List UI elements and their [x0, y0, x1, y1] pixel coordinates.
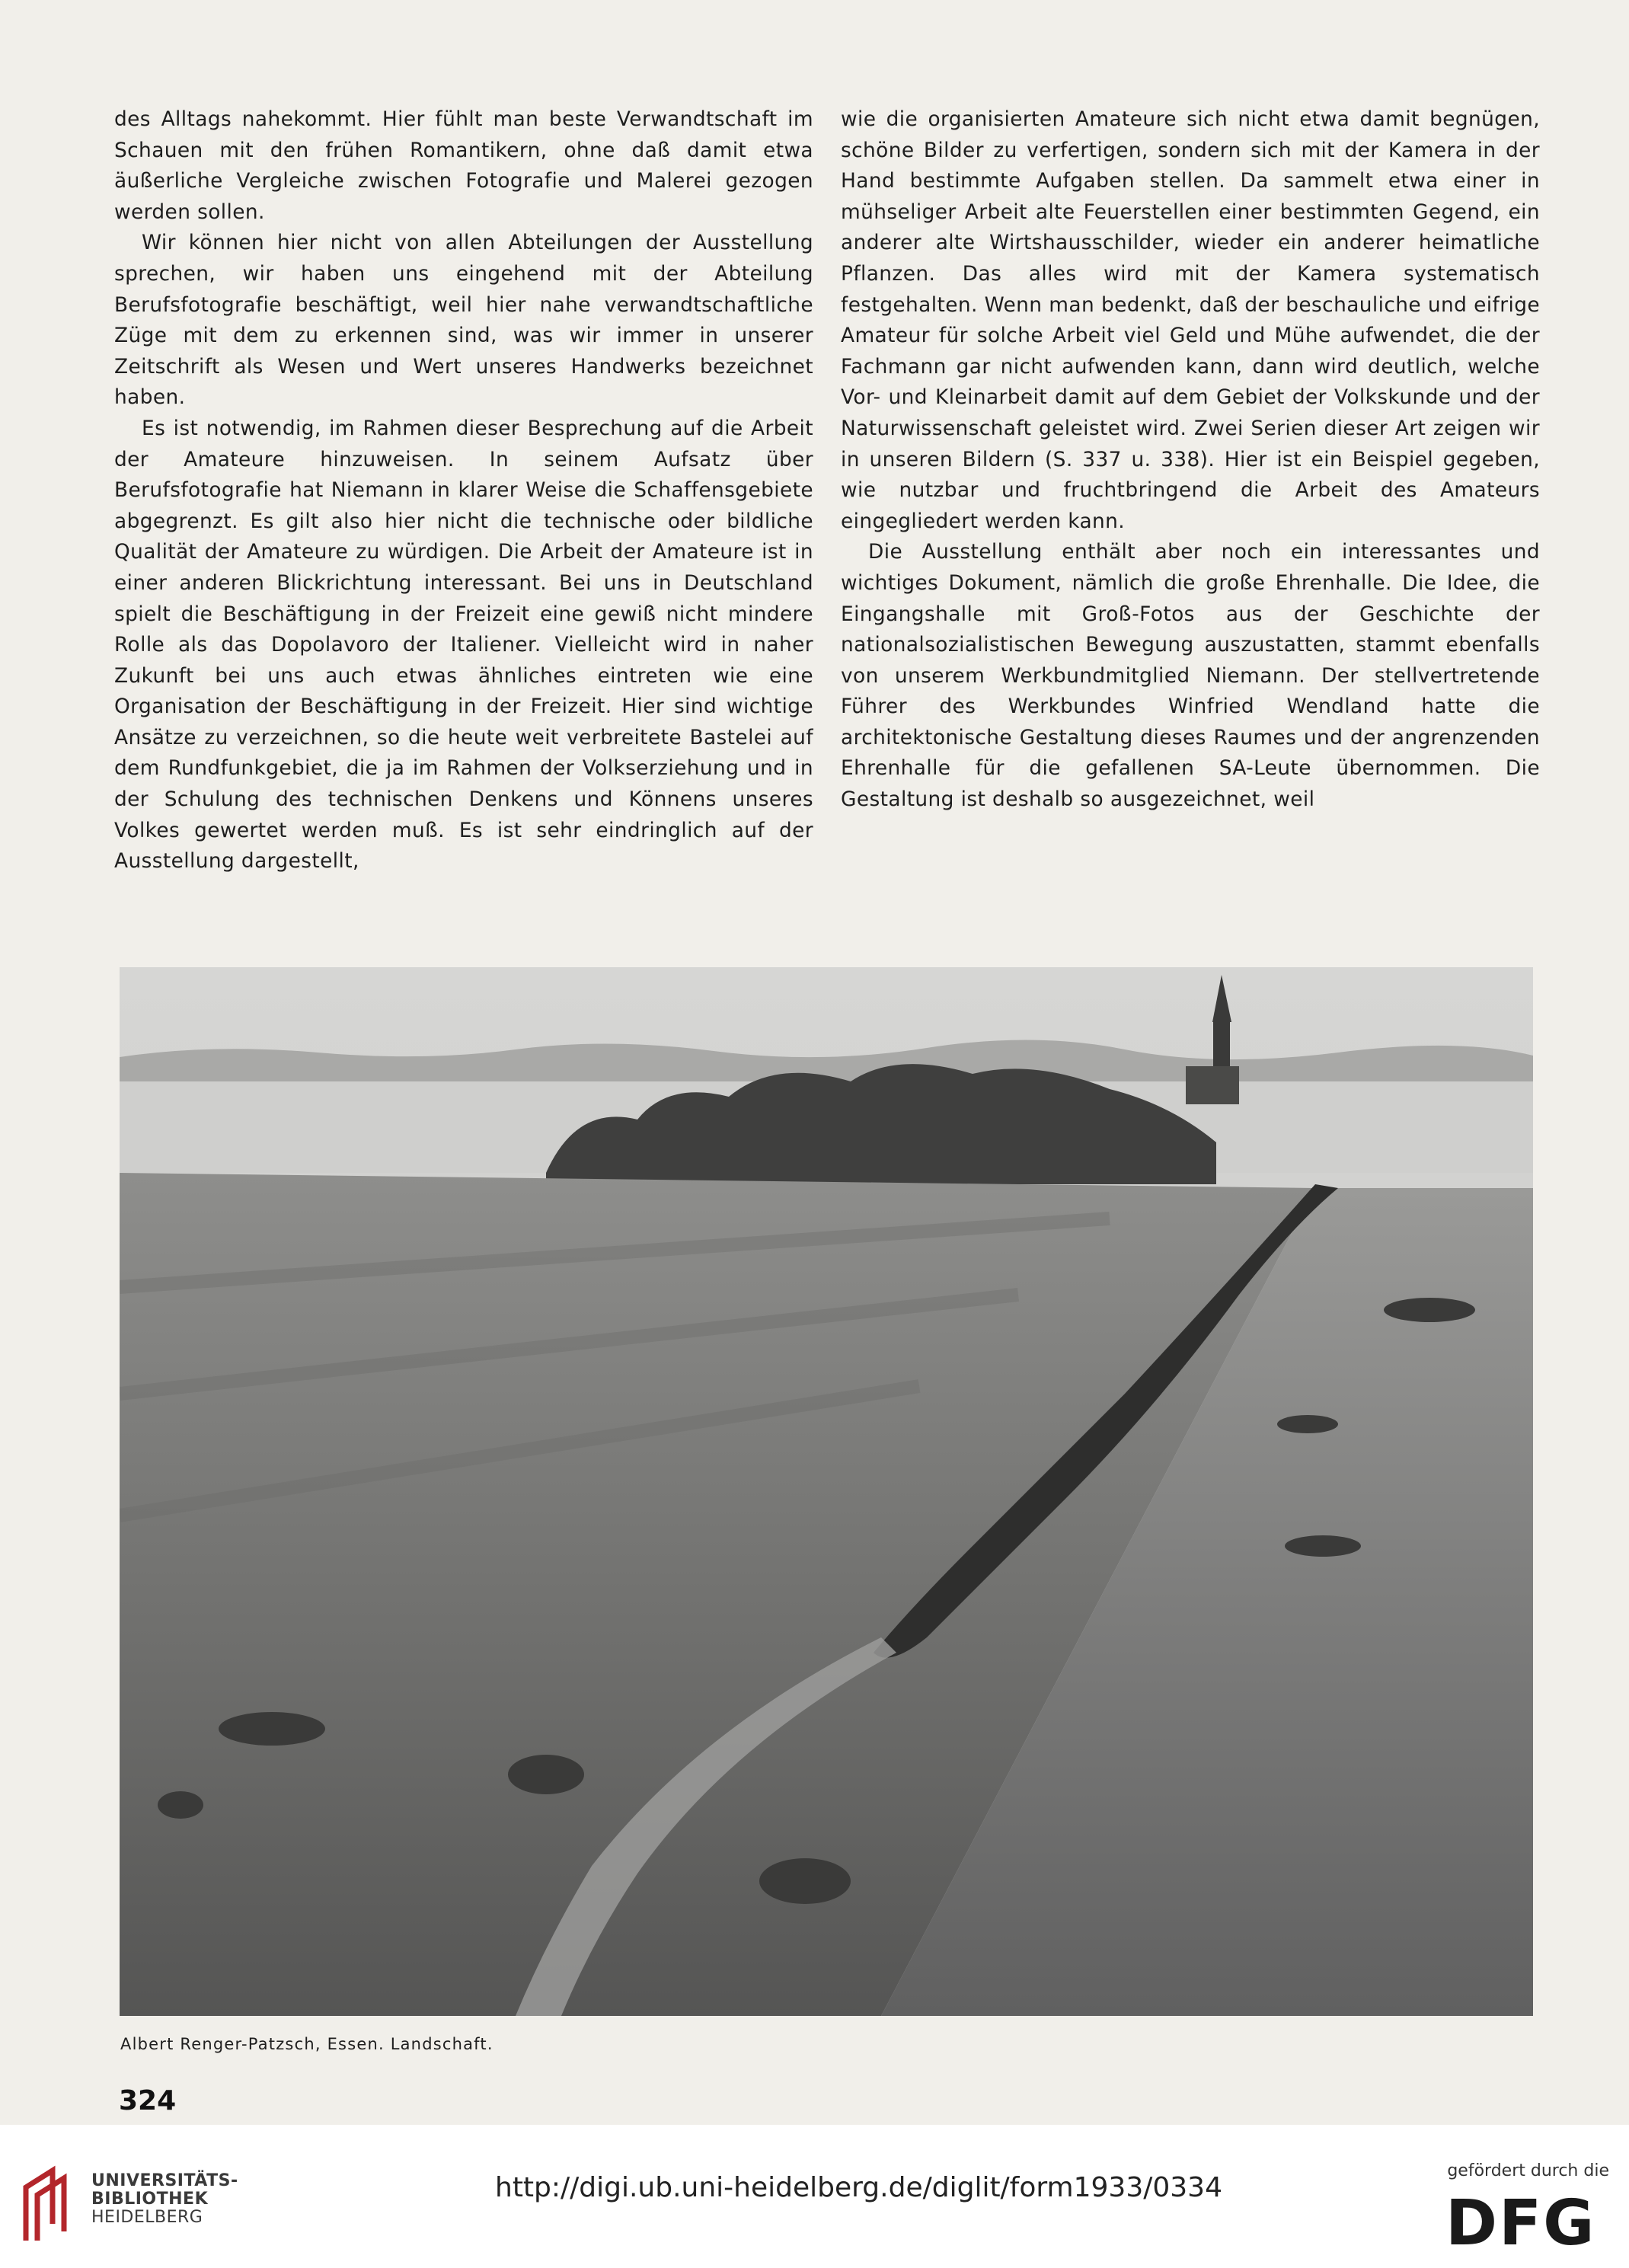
paragraph: Es ist notwendig, im Rahmen dieser Besprechung auf die Arbeit der Amateure hinzuweisen. In seinem Aufsatz über Berufsfotografie hat Niemann in klarer Weise die Schaffensgebiete abgegrenzt. Es gilt also hier nicht die technische oder bildliche Qualität der Amateure zu würdigen. Die Arbeit der Amateure ist in einer anderen Blickrichtung interessant. Bei uns in Deutschland spielt die Beschäftigung in der Freizeit eine gewiß nicht mindere Rolle als das Dopolavoro der Italiener. Vielleicht wird in naher Zukunft bei uns auch etwas ähnliches eintreten wie eine Organisation der Beschäftigung in der Freizeit. Hier sind wichtige Ansätze zu verzeichnen, so die heute weit verbreitete Bastelei auf dem Rundfunkgebiet, die ja im Rahmen der Volkserziehung und in der Schulung des technischen Denkens und Könnens unseres Volkes gewertet werden muß. Es ist sehr eindringlich auf der Ausstellung dargestellt,	[114, 416, 813, 874]
dfg-logo: DFG	[1445, 2187, 1596, 2260]
university-library-logo-icon	[18, 2164, 79, 2248]
text-column-left	[114, 104, 813, 877]
paragraph: Wir können hier nicht von allen Abteilungen der Ausstellung sprechen, wir haben uns eingehend mit der Abteilung Berufsfotografie beschäftigt, weil hier nahe verwandtschaftliche Züge mit dem zu erkennen sind, was wir immer in unserer Zeitschrift als Wesen und Wert unseres Handwerks bezeichnet haben.	[114, 231, 813, 410]
digital-source-link[interactable]: http://digi.ub.uni-heidelberg.de/diglit/form1933/0334	[495, 2172, 1222, 2203]
funding-credit: gefördert durch die	[1447, 2161, 1609, 2180]
text-column-right	[841, 104, 1540, 816]
library-name: UNIVERSITÄTS- BIBLIOTHEK HEIDELBERG	[91, 2171, 238, 2227]
paragraph: Die Ausstellung enthält aber noch ein interessantes und wichtiges Dokument, nämlich die große Ehrenhalle. Die Idee, die Eingangshalle mit Groß-Fotos aus der Geschichte der nationalsozialistischen Bewegung auszustatten, stammt ebenfalls von unserem Werkbundmitglied Niemann. Der stellvertretende Führer des Werkbundes Winfried Wendland hatte die architektonische Gestaltung dieses Raumes und der angrenzenden Ehrenhalle für die gefallenen SA-Leute übernommen. Die Gestaltung ist deshalb so ausgezeichnet, weil	[841, 540, 1540, 812]
landscape-photograph	[120, 967, 1533, 2016]
page-number: 324	[119, 2085, 177, 2116]
photo-caption: Albert Renger-Patzsch, Essen. Landschaft.	[120, 2035, 493, 2053]
paragraph: wie die organisierten Amateure sich nicht etwa damit begnügen, schöne Bilder zu verfertigen, sondern sich mit der Kamera in der Hand bestimmte Aufgaben stellen. Da sammelt etwa einer in mühseliger Arbeit alte Feuerstellen einer bestimmten Gegend, ein anderer alte Wirtshausschilder, wieder ein anderer heimatliche Pflanzen. Das alles wird mit der Kamera systematisch festgehalten. Wenn man bedenkt, daß der beschauliche und eifrige Amateur für solche Arbeit viel Geld und Mühe aufwendet, die der Fachmann gar nicht aufwenden kann, dann wird deutlich, welche Vor- und Kleinarbeit damit auf dem Gebiet der Volkskunde und der Naturwissenschaft geleistet wird. Zwei Serien dieser Art zeigen wir in unseren Bildern (S. 337 u. 338). Hier ist ein Beispiel gegeben, wie nutzbar und fruchtbringend die Arbeit des Amateurs eingegliedert werden kann.	[841, 107, 1540, 533]
paragraph: des Alltags nahekommt. Hier fühlt man beste Verwandtschaft im Schauen mit den frühen Romantikern, ohne daß damit etwa äußerliche Vergleiche zwischen Fotografie und Malerei gezogen werden sollen.	[114, 107, 813, 224]
